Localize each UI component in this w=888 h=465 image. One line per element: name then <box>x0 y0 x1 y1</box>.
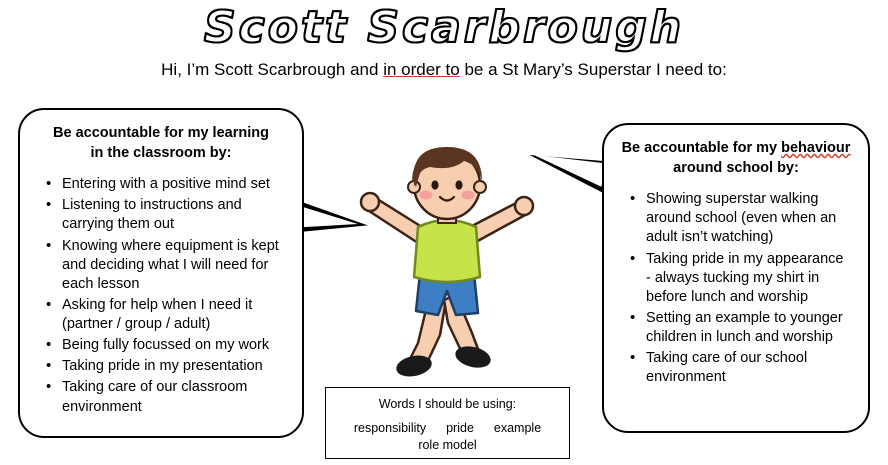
list-item: • Taking care of our school environment <box>646 349 852 387</box>
bubble-right-list <box>620 190 852 387</box>
bubble-left-list <box>36 175 286 417</box>
words-box-row2 <box>326 438 569 452</box>
bubble-right-heading <box>620 139 852 178</box>
list-item: • Asking for help when I need it (partner / group / adult) <box>62 296 286 334</box>
bubble-right-heading-line2: around school by: <box>673 159 799 176</box>
word-chip: pride <box>446 421 474 435</box>
speech-bubble-learning <box>18 108 304 438</box>
intro-sentence <box>0 60 888 80</box>
intro-underlined-phrase: in order to <box>383 60 460 79</box>
words-box <box>325 387 570 459</box>
page-title: Scott Scarbrough <box>203 2 685 53</box>
boy-cartoon-illustration <box>352 135 542 385</box>
list-item: • Taking pride in my appearance - always tucking my shirt in before lunch and worship <box>646 250 852 307</box>
list-item: • Taking care of our classroom environment <box>62 378 286 416</box>
intro-prefix: Hi, I’m Scott Scarbrough and <box>161 60 384 79</box>
list-item: • Setting an example to younger children in lunch and worship <box>646 309 852 347</box>
bubble-left-heading-line1: Be accountable for my learning <box>53 125 269 141</box>
word-chip: example <box>493 421 542 435</box>
bubble-left-heading <box>36 124 286 163</box>
intro-suffix: be a St Mary’s Superstar I need to: <box>459 60 727 79</box>
word-chip: role model <box>418 438 477 452</box>
list-item: • Entering with a positive mind set <box>62 175 286 194</box>
list-item: • Knowing where equipment is kept and deciding what I will need for each lesson <box>62 237 286 294</box>
bubble-right-heading-prefix: Be accountable for my <box>621 140 782 156</box>
bubble-right-heading-word: behaviour <box>781 140 851 156</box>
word-chip: responsibility <box>353 421 427 435</box>
bubble-left-heading-line2: in the classroom by: <box>90 144 232 161</box>
speech-bubble-behaviour <box>602 123 870 433</box>
list-item: • Listening to instructions and carrying them out <box>62 196 286 234</box>
list-item: • Being fully focussed on my work <box>62 336 286 355</box>
list-item: • Showing superstar walking around school (even when an adult isn’t watching) <box>646 190 852 247</box>
words-box-row1 <box>326 421 569 435</box>
words-box-title: Words I should be using: <box>378 397 517 411</box>
list-item: • Taking pride in my presentation <box>62 357 286 376</box>
